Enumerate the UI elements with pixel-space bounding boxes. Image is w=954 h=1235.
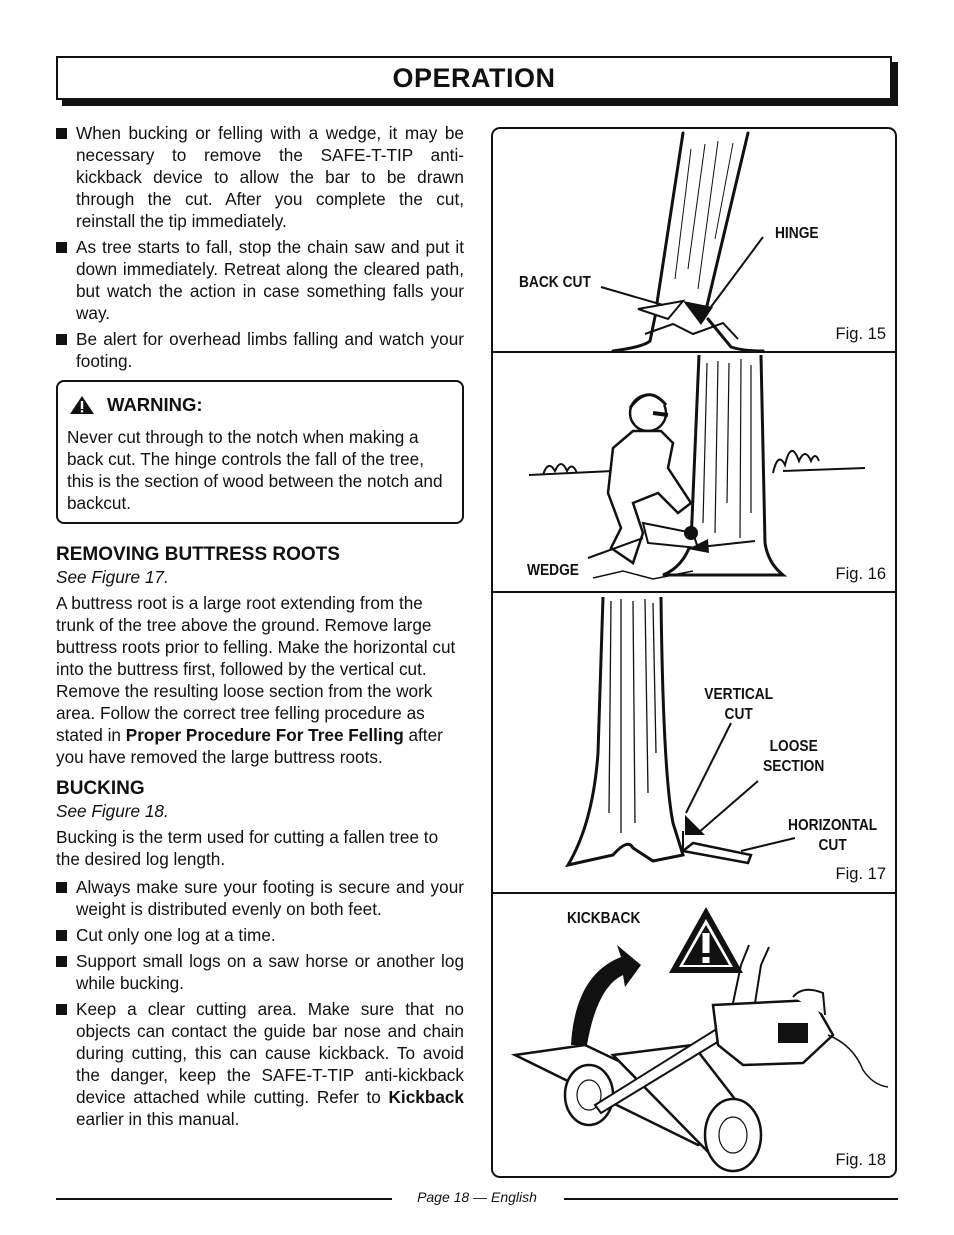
bullet-one-log: Cut only one log at a time. <box>56 924 464 946</box>
hinge-label: HINGE <box>775 225 819 242</box>
page-footer <box>56 1188 898 1208</box>
kickback-illustration <box>493 895 895 1176</box>
back-cut-label: BACK CUT <box>519 274 591 291</box>
warning-triangle-icon <box>69 395 95 415</box>
figure-17 <box>493 593 895 891</box>
bullet-tree-fall: As tree starts to fall, stop the chain saw and put it down immediately. Retreat along the cleared path, but watch the action in case something falls your way. <box>56 236 464 324</box>
figure-16 <box>493 353 895 591</box>
left-column <box>56 122 464 1134</box>
bullet-footing: Always make sure your footing is secure and your weight is distributed evenly on both feet. <box>56 876 464 920</box>
warning-title: WARNING: <box>107 394 203 415</box>
bucking-see-figure: See Figure 18. <box>56 801 169 821</box>
bullet-overhead-limbs: Be alert for overhead limbs falling and watch your footing. <box>56 328 464 372</box>
fig15-label: Fig. 15 <box>835 325 886 343</box>
buttress-see-figure: See Figure 17. <box>56 567 169 587</box>
warning-heading <box>69 394 453 416</box>
kickback-label: KICKBACK <box>567 910 641 927</box>
bucking-paragraph: Bucking is the term used for cutting a fallen tree to the desired log length. <box>56 827 439 869</box>
figures-panel <box>491 127 897 1178</box>
fig17-label: Fig. 17 <box>835 865 886 883</box>
fig16-label: Fig. 16 <box>835 565 886 583</box>
figure-18 <box>493 895 895 1176</box>
wedge-illustration <box>493 353 895 591</box>
bullet-wedge-tip: When bucking or felling with a wedge, it may be necessary to remove the SAFE-T-TIP anti-kickback device to allow the bar to be drawn through the cut. After you complete the cut, reinstall the tip immediately. <box>56 122 464 232</box>
section-title: OPERATION <box>56 56 892 100</box>
figure-15 <box>493 129 895 352</box>
bullet-clear-area: Keep a clear cutting area. Make sure that no objects can contact the guide bar nose and chain during cutting, this can cause kickback. To avoid the danger, keep the SAFE-T-TIP anti-kickback device attached while cutting. Refer to Kickback earlier in this manual. <box>56 998 464 1130</box>
vertical-cut-label: VERTICAL CUT <box>704 686 774 723</box>
loose-section-label: LOOSE SECTION <box>763 738 825 775</box>
wedge-label: WEDGE <box>527 562 579 579</box>
buttress-heading: REMOVING BUTTRESS ROOTS <box>56 544 340 565</box>
bucking-heading: BUCKING <box>56 778 145 799</box>
page-number: Page 18 — English <box>417 1189 537 1205</box>
fig18-label: Fig. 18 <box>835 1151 886 1169</box>
horizontal-cut-label: HORIZONTAL CUT <box>788 817 878 854</box>
buttress-paragraph: A buttress root is a large root extending from the trunk of the tree above the ground. Remove large buttress roots prior to felling. Make the horizontal cut into the buttress first, followed by the vertical cut. Remove the resulting loose section from the work area. Follow the correct tree felling procedure as stated in Proper Procedure For Tree Felling after you have removed the large buttress roots. <box>56 593 456 767</box>
tree-felling-illustration <box>493 129 895 352</box>
panel-divider <box>493 892 895 894</box>
warning-text: Never cut through to the notch when making a back cut. The hinge controls the fall of the tree, this is the section of wood between the notch and backcut. <box>67 427 443 513</box>
warning-box <box>56 380 464 524</box>
bullet-saw-horse: Support small logs on a saw horse or another log while bucking. <box>56 950 464 994</box>
